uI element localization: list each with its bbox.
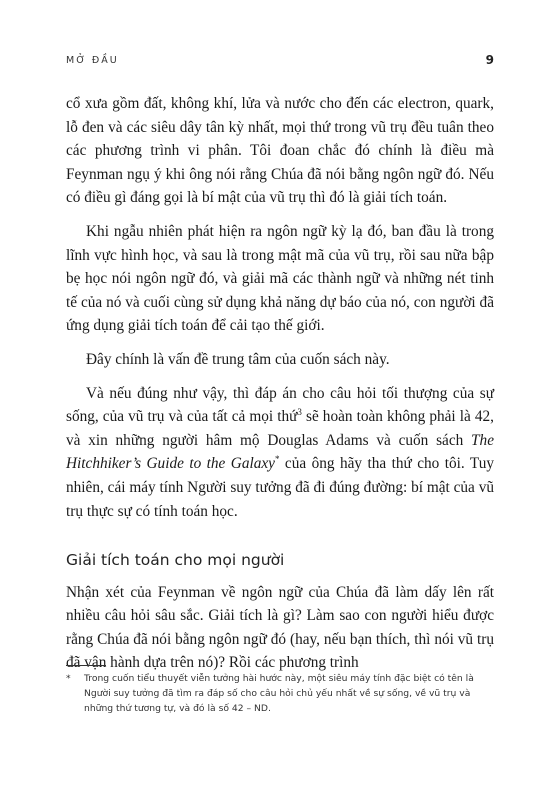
footnote-text: Trong cuốn tiểu thuyết viễn tưởng hài hước này, một siêu máy tính đặc biệt có tên là Người suy tưởng đã tìm ra đáp số cho câu hỏi chủ yếu nhất về sự sống, về vũ trụ và những thứ tương tự, và đó là số 42 – ND. [84,673,474,714]
footnote-marker: * [66,673,71,684]
running-head: MỞ ĐẦU [66,55,119,66]
main-text [66,92,494,685]
paragraph-2: Khi ngẫu nhiên phát hiện ra ngôn ngữ kỳ lạ đó, ban đầu là trong lĩnh vực hình học, và sau là trong mật mã của vũ trụ, rồi sau nữa bập bẹ học nói ngôn ngữ đó, và giải mã các thành ngữ và những nét tinh tế của nó và cuối cùng sử dụng khả năng dự báo của nó, con người đã ứng dụng giải tích toán để cải tạo thế giới. [66,222,494,335]
section-heading: Giải tích toán cho mọi người [66,551,285,570]
page-number: 9 [485,53,494,67]
footnote-ref-star: * [274,454,280,465]
book-title: The Hitchhiker’s Guide to the Galaxy [66,431,494,473]
footnote [66,671,494,716]
paragraph-1: cổ xưa gồm đất, không khí, lửa và nước cho đến các electron, quark, lỗ đen và các siêu dây tân kỳ nhất, mọi thứ trong vũ trụ đều tuân theo các phương trình vi phân. Tôi đoan chắc đó chính là điều mà Feynman ngụ ý khi ông nói rằng Chúa đã nói bằng ngôn ngữ đó. Nếu có điều gì đáng gọi là bí mật của vũ trụ thì đó là giải tích toán. [66,95,494,207]
footnote-ref-3: 3 [297,407,302,418]
paragraph-3: Đây chính là vấn đề trung tâm của cuốn sách này. [86,350,390,368]
paragraph-4-part-1: Và nếu đúng như vậy, thì đáp án cho câu hỏi tối thượng của sự sống, của vũ trụ và của tất cả mọi thứ [66,384,494,426]
section-paragraph: Nhận xét của Feynman về ngôn ngữ của Chúa đã làm dấy lên rất nhiều câu hỏi sâu sắc. Giải tích là gì? Làm sao con người hiểu được rằng Chúa đã nói bằng ngôn ngữ đó (hay, nếu bạn thích, thì nói vũ trụ đã vận hành dựa trên nó)? Rồi các phương trình [66,583,494,672]
paragraph-4-part-2: sẽ hoàn toàn không phải là 42, và xin những người hâm mộ Douglas Adams và cuốn sách [66,408,494,449]
footnote-divider [66,665,106,666]
paragraph-4-part-3: của ông hãy tha thứ cho tôi. Tuy nhiên, cái máy tính Người suy tưởng đã đi đúng đường: bí mật của vũ trụ thực sự có tính toán học. [66,455,495,520]
paragraph-4 [66,382,494,524]
page-header [66,53,494,69]
